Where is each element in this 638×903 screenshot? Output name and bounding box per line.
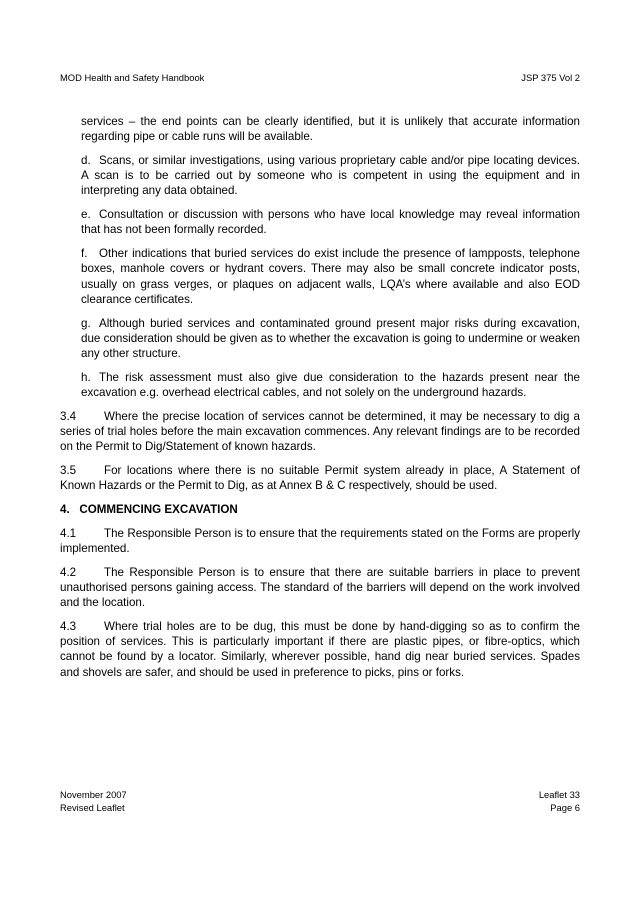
item-e-text: Consultation or discussion with persons who have local knowledge may reveal information that has not been formally recorded. xyxy=(81,208,580,237)
paragraph-4-3 xyxy=(60,619,580,680)
item-f xyxy=(81,246,580,307)
paragraph-4-2-number: 4.2 xyxy=(60,565,77,579)
footer-date: November 2007 xyxy=(60,789,127,800)
page-header xyxy=(60,72,580,86)
paragraph-3-4 xyxy=(60,409,580,455)
paragraph-4-2-text: The Responsible Person is to ensure that there are suitable barriers in place to prevent unauthorised persons gaining access. The standard of the barriers will depend on the work involved and the location. xyxy=(60,565,580,610)
footer-right xyxy=(539,788,580,814)
paragraph-4-1 xyxy=(60,526,580,556)
paragraph-continuation: services – the end points can be clearly identified, but it is unlikely that accurate information regarding pipe or cable runs will be available. xyxy=(81,115,580,144)
item-h-text: The risk assessment must also give due consideration to the hazards present near the excavation e.g. overhead electrical cables, and not solely on the underground hazards. xyxy=(81,370,580,400)
paragraph-3-4-number: 3.4 xyxy=(60,409,77,423)
paragraph-4-3-text: Where trial holes are to be dug, this must be done by hand-digging so as to confirm the position of services. This is particularly important if there are plastic pipes, or fibre-optics, which cannot be found by a locator. Similarly, wherever possible, hand dig near buried services. Spades and shovels are safer, and should be used in preference to picks, pins or forks. xyxy=(60,620,580,679)
item-d-letter: d. xyxy=(81,154,91,167)
item-f-text: Other indications that buried services do exist include the presence of lampposts, telephone boxes, manhole covers or hydrant covers. There may also be small concrete indicator posts, usually on grass verges, or plaques on adjacent walls, LQA’s where available and also EOD clearance certificates. xyxy=(81,247,580,306)
paragraph-3-5 xyxy=(60,463,580,493)
item-e-letter: e. xyxy=(81,208,91,222)
paragraph-4-2 xyxy=(60,565,580,611)
paragraph-3-5-number: 3.5 xyxy=(60,464,77,478)
header-reference: JSP 375 Vol 2 xyxy=(521,72,580,83)
item-h xyxy=(81,370,580,400)
paragraph-4-3-number: 4.3 xyxy=(60,620,77,634)
item-g-text: Although buried services and contaminated ground present major risks during excavation, due consideration should be given as to whether the excavation is going to undermine or weaken any other structure. xyxy=(81,316,580,361)
footer-left xyxy=(60,788,127,814)
paragraph-4-1-text: The Responsible Person is to ensure that the requirements stated on the Forms are properly implemented. xyxy=(60,526,580,556)
document-body xyxy=(60,114,580,680)
header-title: MOD Health and Safety Handbook xyxy=(60,72,205,83)
item-h-letter: h. xyxy=(81,370,91,384)
paragraph-4-1-number: 4.1 xyxy=(60,526,77,540)
paragraph-3-5-text: For locations where there is no suitable Permit system already in place, A Statement of Known Hazards or the Permit to Dig, as at Annex B & C respectively, should be used. xyxy=(60,464,580,493)
item-f-letter: f. xyxy=(81,247,88,261)
item-e xyxy=(81,207,580,237)
item-d xyxy=(81,153,580,199)
footer-leaflet: Leaflet 33 xyxy=(538,789,580,800)
item-g-letter: g. xyxy=(81,316,91,330)
section-heading-4: 4. COMMENCING EXCAVATION xyxy=(60,503,238,517)
item-g xyxy=(81,316,580,362)
footer-revised: Revised Leaflet xyxy=(60,802,125,813)
footer-page-number: Page 6 xyxy=(550,802,580,813)
item-d-text: Scans, or similar investigations, using various proprietary cable and/or pipe locating devices. A scan is to be carried out by someone who is competent in using the equipment and in interpreting any data obtained. xyxy=(81,154,580,198)
paragraph-3-4-text: Where the precise location of services cannot be determined, it may be necessary to dig a series of trial holes before the main excavation commences. Any relevant findings are to be recorded on the Permit to Dig/Statement of known hazards. xyxy=(60,409,580,454)
